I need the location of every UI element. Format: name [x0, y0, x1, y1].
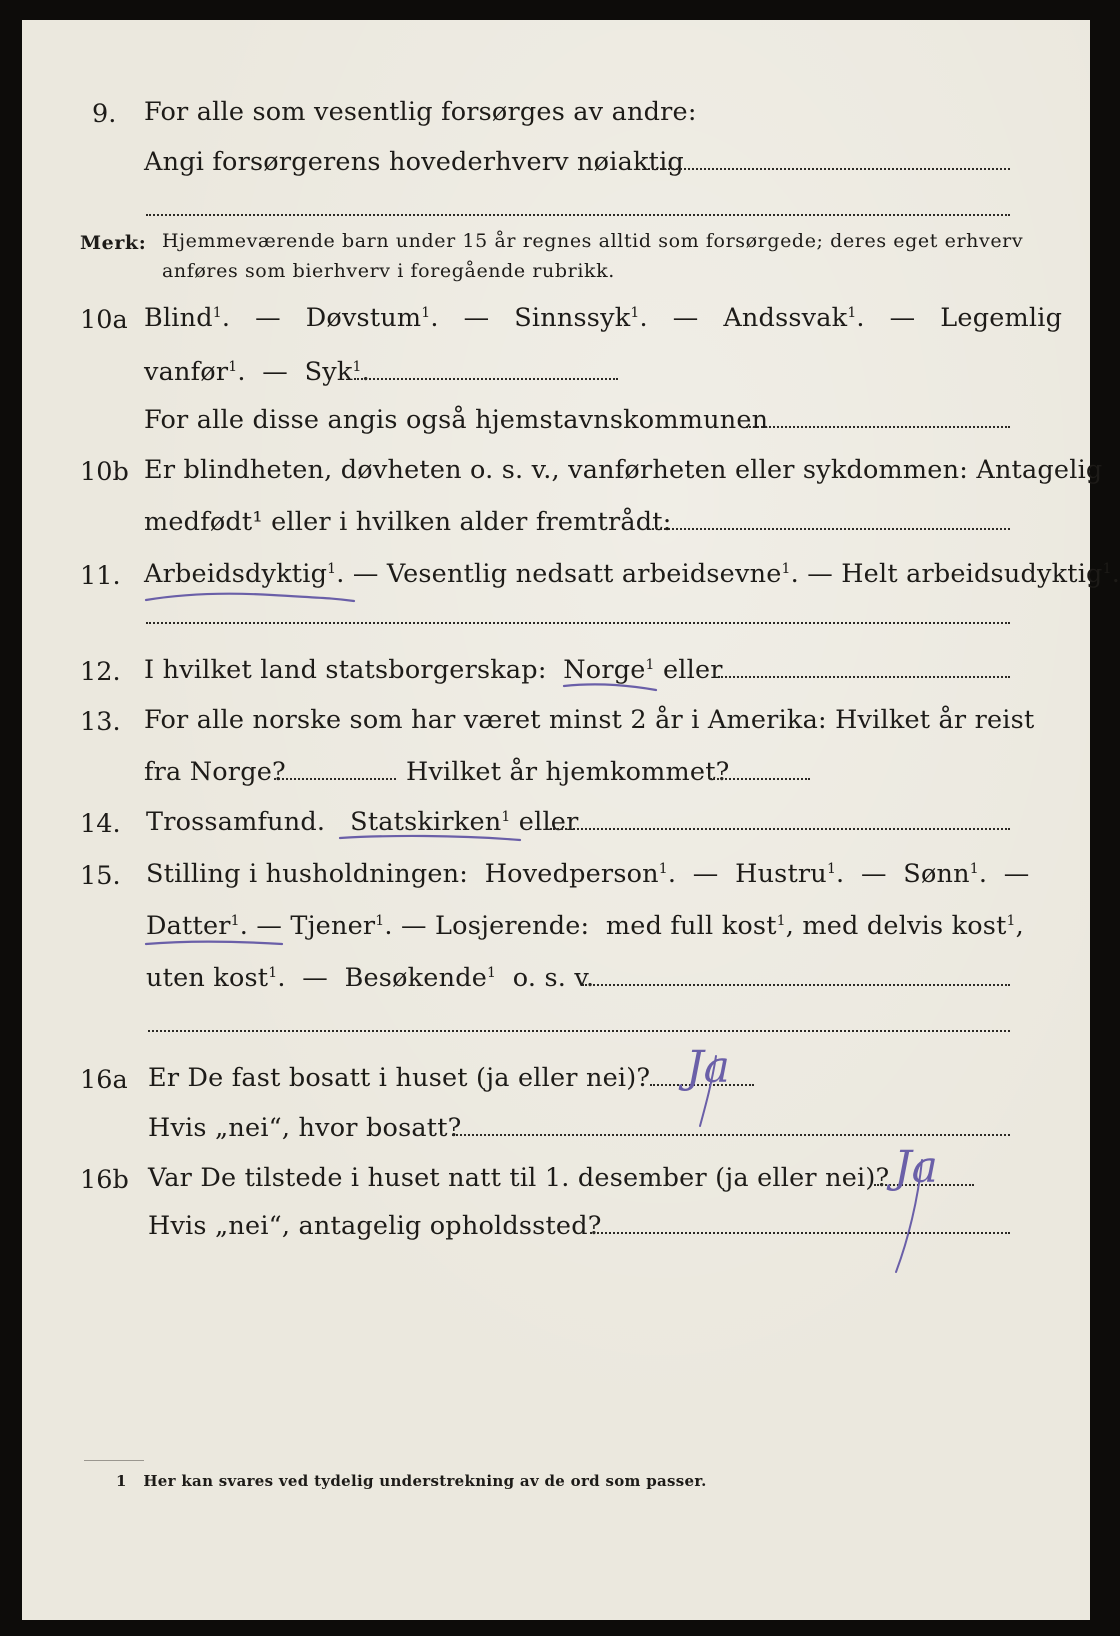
q14-text: Trossamfund. [146, 807, 326, 837]
q16a-answer-text: Ja [686, 1042, 730, 1093]
q11-line: Arbeidsdyktig$^1$. — Vesentlig nedsatt arbeidsevne$^1$. — Helt arbeidsudyktig$^1$. [144, 559, 1120, 589]
q13-blank-b [710, 778, 810, 780]
q10b-line2: medfødt¹ eller i hvilken alder fremtrådt: [144, 507, 672, 537]
q9-answer-line-2 [146, 214, 1010, 216]
q12-tail: eller [662, 655, 723, 685]
q10a-opt-legemlig: Legemlig [940, 303, 1063, 333]
q15-opt-hovedperson: Hovedperson [484, 859, 659, 889]
q10a-number: 10a [80, 305, 128, 335]
q10a-line1: Blind$^1$. — Døvstum$^1$. — Sinnssyk$^1$. — Andssvak$^1$. — Legemlig [144, 303, 1063, 333]
q12-number: 12. [80, 657, 121, 687]
merk-label: Merk: [80, 232, 147, 254]
q13-line1: For alle norske som har været minst 2 år i Amerika: Hvilket år reist [144, 705, 1035, 735]
q11-opt-udyktig: Helt arbeidsudyktig [841, 559, 1103, 589]
q13-number: 13. [80, 707, 121, 737]
census-form-page [22, 20, 1120, 1620]
q15-opt-delvis-kost: med delvis kost [802, 911, 1007, 941]
q15-line3: uten kost$^1$. — Besøkende$^1$ o. s. v. [146, 963, 595, 993]
q11-opt-arbeidsdyktig: Arbeidsdyktig [144, 559, 328, 589]
q16b-line2: Hvis „nei“, antagelig opholdssted? [148, 1211, 602, 1241]
q13-blank-a [274, 778, 396, 780]
q12-line: I hvilket land statsborgerskap: Norge$^1$ eller [144, 655, 723, 685]
q15-lead: Stilling i husholdningen: [146, 859, 469, 889]
q11-opt-nedsatt: Vesentlig nedsatt arbeidsevne [386, 559, 782, 589]
q16a-line1: Er De fast bosatt i huset (ja eller nei)? [148, 1063, 651, 1093]
q15-line1: Stilling i husholdningen: Hovedperson$^1$. — Hustru$^1$. — Sønn$^1$. — [146, 859, 1030, 889]
q15-opt-besokende: Besøkende [344, 963, 488, 993]
merk-line2: anføres som bierhverv i foregående rubrikk. [162, 260, 615, 282]
q16a-number: 16a [80, 1065, 128, 1095]
q14-pen-underline [338, 832, 528, 846]
q14-blank [550, 828, 1010, 830]
q16b-answer-text: Ja [894, 1142, 938, 1193]
q14-number: 14. [80, 809, 121, 839]
q9-answer-line [648, 168, 1010, 170]
q9-line2: Angi forsørgerens hovederhverv nøiaktig [144, 147, 684, 177]
q15-losjerende: Losjerende: [435, 911, 590, 941]
q10a-opt-andssvak: Andssvak [723, 303, 848, 333]
q10b-number: 10b [80, 457, 129, 487]
q16b-handwritten-answer [872, 1130, 982, 1280]
q14-opt-statskirken: Statskirken [350, 807, 502, 837]
q10a-line3-blank [746, 426, 1010, 428]
q15-osv: o. s. v. [512, 963, 595, 993]
q11-blank [146, 622, 1010, 624]
q15-opt-sonn: Sønn [903, 859, 970, 889]
q9-number: 9. [92, 99, 117, 129]
q15-number: 15. [80, 861, 121, 891]
q15-blank-2 [148, 1030, 1010, 1032]
q12-pen-underline [562, 680, 662, 696]
q16a-line2: Hvis „nei“, hvor bosatt? [148, 1113, 462, 1143]
q14-line: Trossamfund. Statskirken$^1$ eller [146, 807, 579, 837]
q15-pen-underline [142, 936, 292, 952]
q11-number: 11. [80, 561, 121, 591]
q14-tail: eller [518, 807, 579, 837]
footnote-rule [84, 1460, 144, 1461]
q10a-line3: For alle disse angis også hjemstavnskommunen [144, 405, 769, 435]
q16b-line1: Var De tilstede i huset natt til 1. desember (ja eller nei)? [148, 1163, 890, 1193]
footnote-marker: 1 [116, 1472, 127, 1490]
q16b-number: 16b [80, 1165, 129, 1195]
q10a-line2: vanfør$^1$. — Syk$^1$. [144, 357, 370, 387]
q10a-opt-dovstum: Døvstum [305, 303, 422, 333]
q12-blank [718, 676, 1010, 678]
q15-opt-datter: Datter [146, 911, 231, 941]
q15-line2: Datter$^1$. — Tjener$^1$. — Losjerende: med full kost$^1$, med delvis kost$^1$, [146, 911, 1024, 941]
q13-line2b: Hvilket år hjemkommet? [406, 757, 730, 787]
q12-opt-norge: Norge [563, 655, 646, 685]
q10b-line1: Er blindheten, døvheten o. s. v., vanførheten eller sykdommen: Antagelig [144, 455, 1103, 485]
q12-text: I hvilket land statsborgerskap: [144, 655, 547, 685]
q16a-handwritten-answer [672, 1032, 768, 1132]
q15-opt-hustru: Hustru [735, 859, 827, 889]
footnote [116, 1474, 707, 1489]
footnote-text: Her kan svares ved tydelig understrekning av de ord som passer. [143, 1472, 707, 1490]
q10a-opt-vanfor: vanfør [144, 357, 229, 387]
q16b-blank [590, 1232, 1010, 1234]
q9-line1: For alle som vesentlig forsørges av andre: [144, 97, 697, 127]
q15-opt-full-kost: med full kost [605, 911, 777, 941]
q13-line2a: fra Norge? [144, 757, 286, 787]
q11-pen-underline [142, 586, 362, 608]
q15-opt-uten-kost: uten kost [146, 963, 269, 993]
q15-opt-tjener: Tjener [290, 911, 376, 941]
q10a-opt-blind: Blind [144, 303, 213, 333]
q10a-opt-syk: Syk [304, 357, 353, 387]
q15-blank [582, 984, 1010, 986]
merk-line1: Hjemmeværende barn under 15 år regnes alltid som forsørgede; deres eget erhverv [162, 230, 1024, 252]
q10a-opt-sinnssyk: Sinnssyk [514, 303, 631, 333]
q10a-line2-blank [354, 378, 618, 380]
q10b-blank [648, 528, 1010, 530]
